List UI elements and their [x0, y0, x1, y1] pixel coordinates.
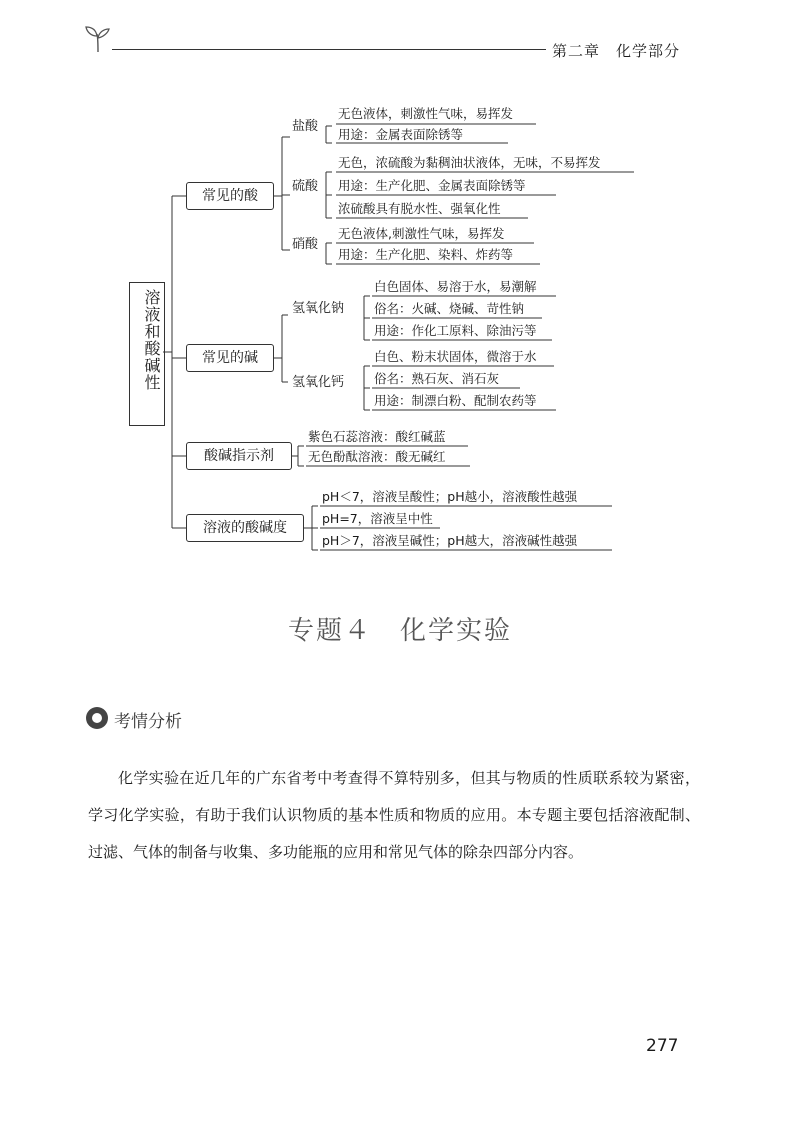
base-caoh2: 氢氧化钙	[292, 375, 345, 390]
branch-acids: 常见的酸	[186, 182, 274, 210]
h2so4-props: 无色，浓硫酸为黏稠油状液体，无味，不易挥发	[338, 155, 601, 170]
root-label: 溶液和酸碱性	[142, 289, 161, 391]
caoh2-alias: 俗名：熟石灰、消石灰	[374, 371, 500, 386]
caoh2-props: 白色、粉末状固体，微溶于水	[374, 349, 537, 364]
naoh-use: 用途：作化工原料、除油污等	[374, 323, 537, 338]
indicator-phenol: 无色酚酞溶液：酸无碱红	[308, 449, 446, 464]
page-number: 277	[646, 1036, 679, 1056]
branch-bases: 常见的碱	[186, 344, 274, 372]
caoh2-use: 用途：制漂白粉、配制农药等	[374, 393, 537, 408]
acid-hno3: 硝酸	[292, 237, 319, 252]
branch-ph: 溶液的酸碱度	[186, 514, 304, 542]
ph-gt7: pH＞7，溶液呈碱性；pH越大，溶液碱性越强	[322, 533, 578, 548]
flower-icon	[86, 707, 108, 729]
h2so4-extra: 浓硫酸具有脱水性、强氧化性	[338, 201, 501, 216]
naoh-props: 白色固体、易溶于水，易潮解	[374, 279, 537, 294]
hcl-use: 用途：金属表面除锈等	[338, 127, 464, 142]
h2so4-use: 用途：生产化肥、金属表面除锈等	[338, 178, 526, 193]
indicator-litmus: 紫色石蕊溶液：酸红碱蓝	[308, 429, 446, 444]
section-title: 考情分析	[114, 712, 182, 732]
base-naoh: 氢氧化钠	[292, 301, 345, 316]
hcl-props: 无色液体，刺激性气味，易挥发	[338, 106, 514, 121]
mindmap-root	[129, 282, 165, 426]
topic-title: 专题４ 化学实验	[287, 616, 512, 646]
branch-indicator: 酸碱指示剂	[186, 442, 292, 470]
hno3-use: 用途：生产化肥、染料、炸药等	[338, 247, 514, 262]
ph-lt7: pH＜7，溶液呈酸性；pH越小，溶液酸性越强	[322, 489, 578, 504]
chapter-header: 第二章 化学部分	[552, 42, 681, 60]
acid-hcl: 盐酸	[292, 119, 319, 134]
naoh-alias: 俗名：火碱、烧碱、苛性钠	[374, 301, 525, 316]
acid-h2so4: 硫酸	[292, 179, 319, 194]
ph-eq7: pH=7，溶液呈中性	[322, 511, 433, 526]
hno3-props: 无色液体,刺激性气味，易挥发	[338, 226, 505, 241]
body-paragraph: 化学实验在近几年的广东省考中考查得不算特别多，但其与物质的性质联系较为紧密，学习化学实验，有助于我们认识物质的基本性质和物质的应用。本专题主要包括溶液配制、过滤、气体的制备与收集、多功能瓶的应用和常见气体的除杂四部分内容。	[88, 769, 700, 861]
